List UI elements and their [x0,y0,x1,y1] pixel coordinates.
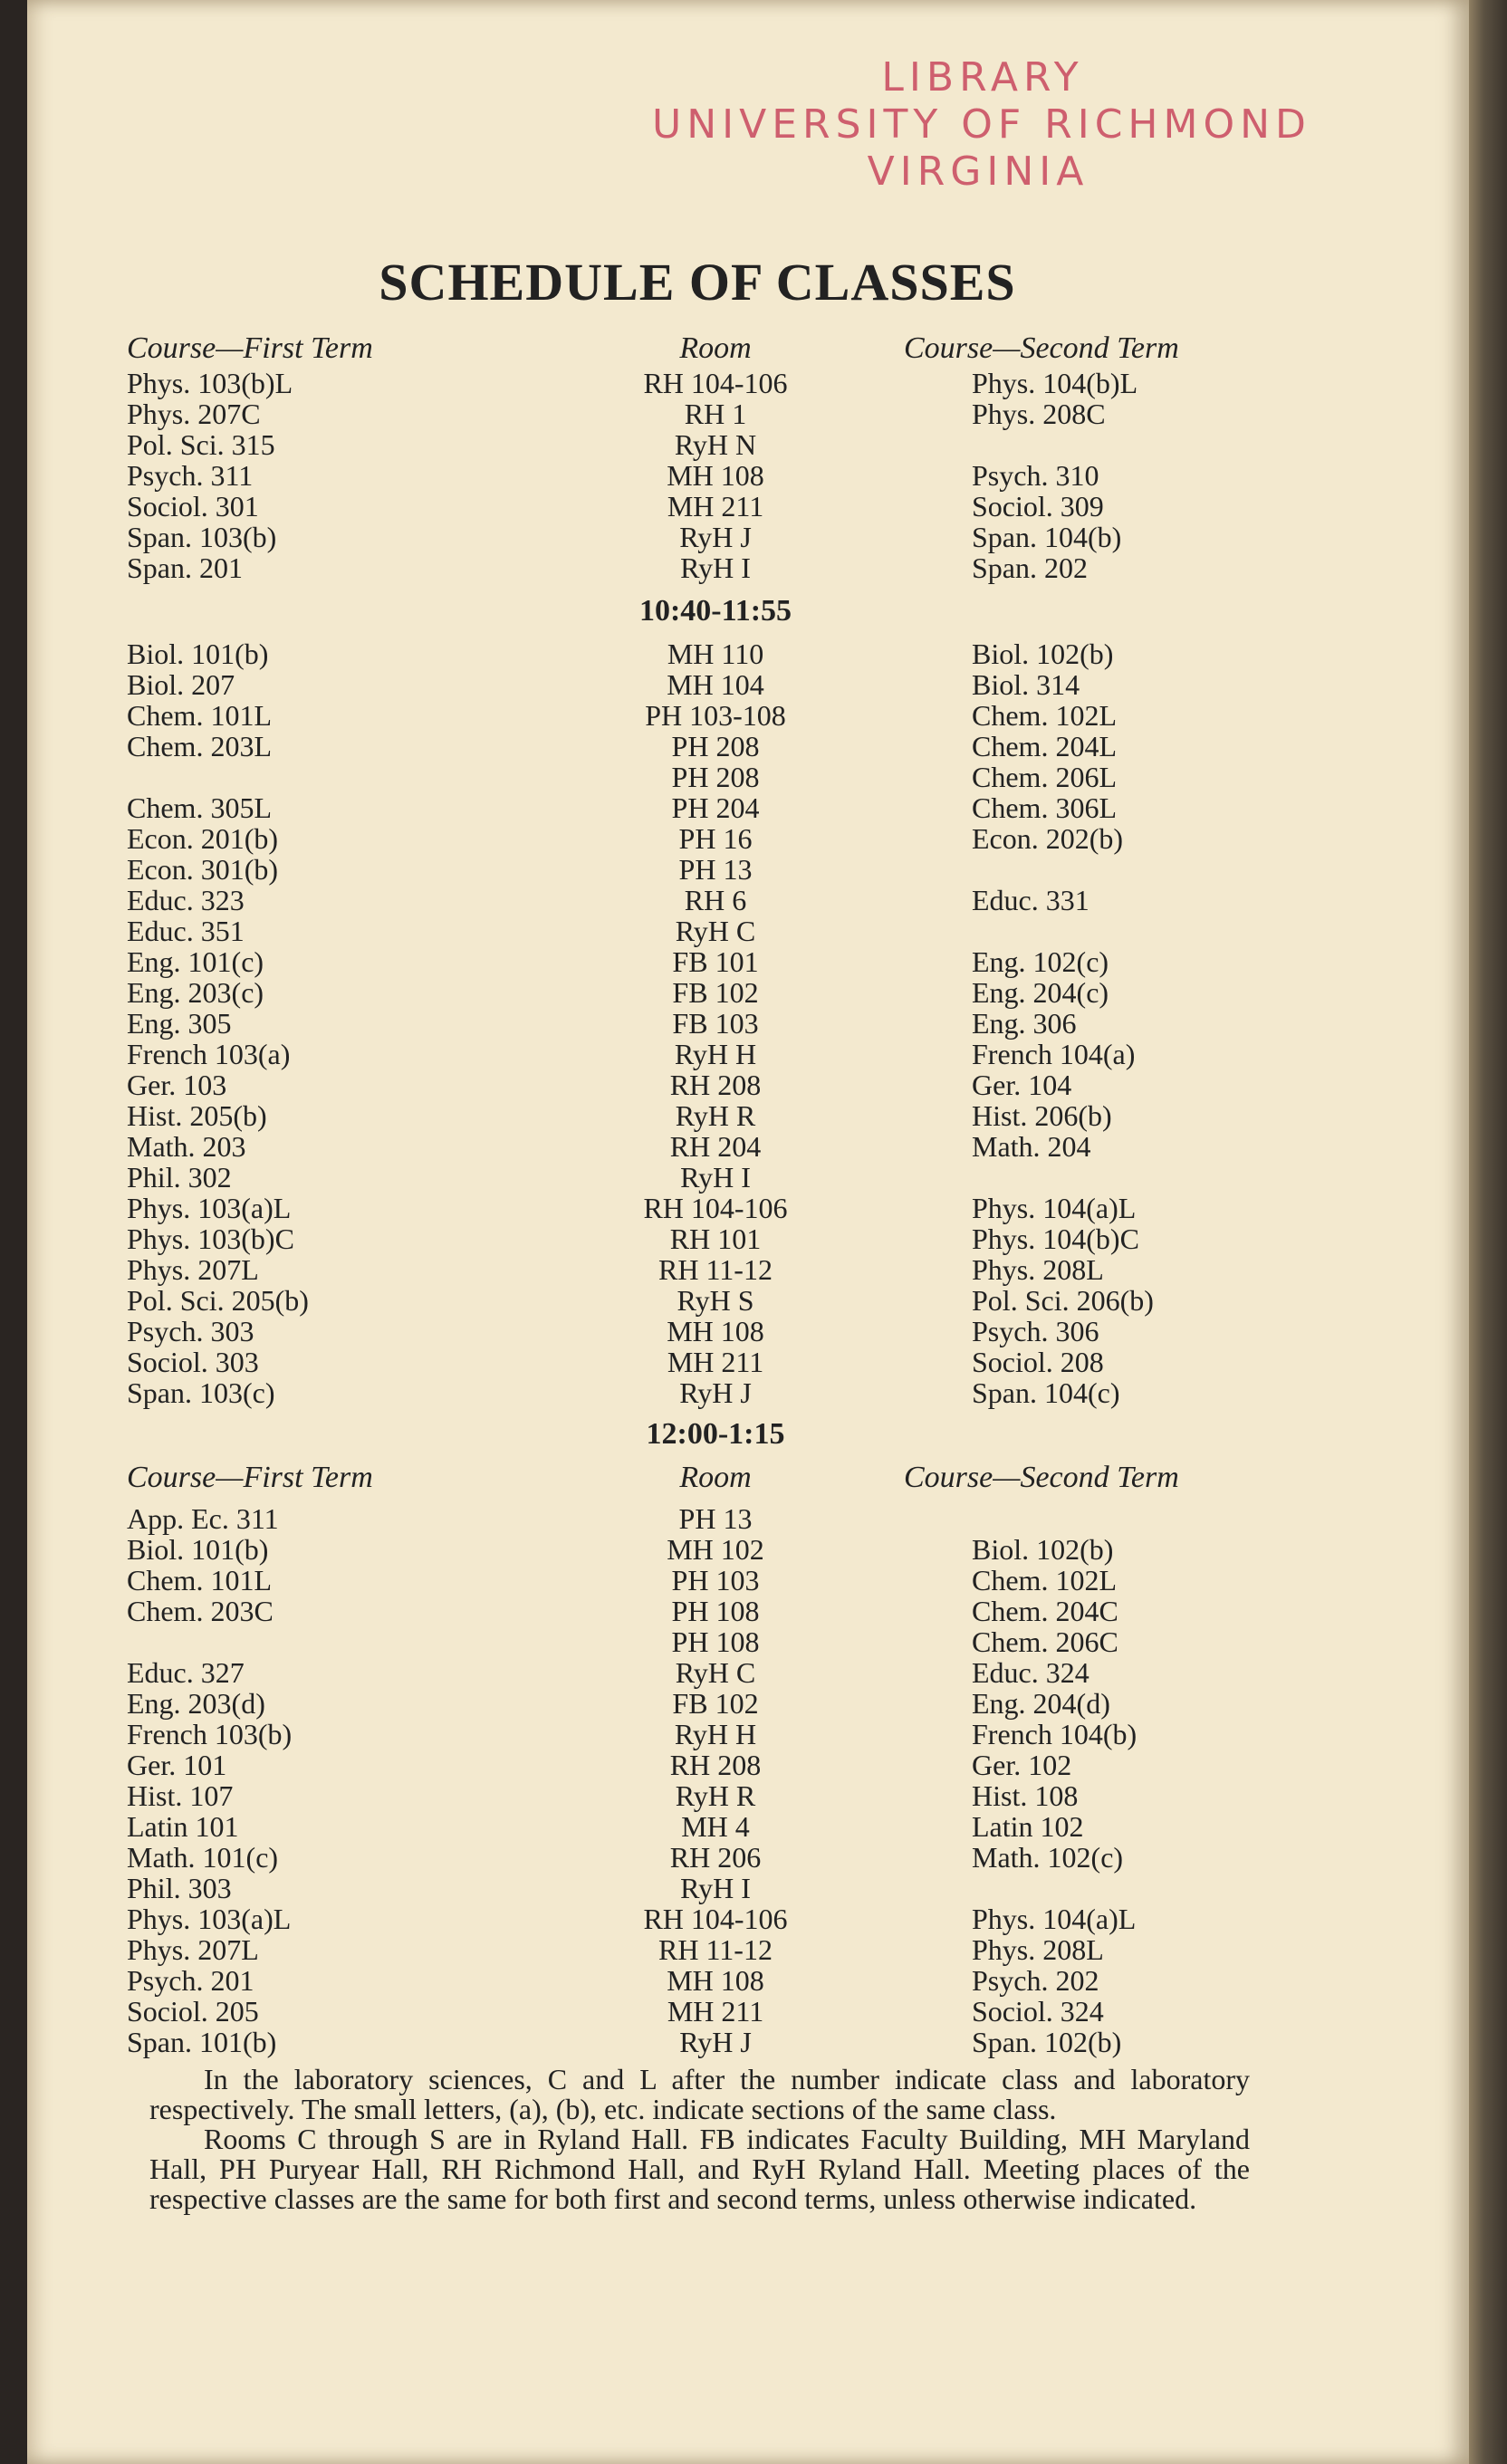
room-cell: PH 16 [678,822,753,855]
course-second-term: Sociol. 208 [972,1346,1104,1378]
room-cell: PH 108 [671,1595,760,1627]
block1-first-term-column [127,368,293,583]
course-first-term: Phys. 207C [127,398,261,430]
course-second-term: Phys. 208C [972,398,1106,430]
course-first-term: Pol. Sci. 315 [127,428,275,461]
room-cell: MH 211 [667,1995,764,2028]
room-cell: FB 102 [672,1687,759,1720]
header-second-term-2: Course—Second Term [904,1461,1179,1494]
course-first-term: Ger. 103 [127,1069,227,1101]
course-first-term: French 103(a) [127,1038,291,1070]
course-first-term: Eng. 305 [127,1007,232,1040]
course-second-term [972,429,1137,460]
course-second-term [972,1873,1137,1903]
course-first-term: Psych. 303 [127,1315,254,1347]
book-gutter [1469,0,1507,2464]
course-first-term: Chem. 101L [127,699,272,732]
room-cell: PH 103 [671,1564,760,1596]
course-first-term: Biol. 101(b) [127,638,269,670]
course-first-term: Span. 103(b) [127,521,277,553]
room-cell: MH 211 [667,1346,764,1378]
room-cell: RyH C [675,915,756,947]
room-cell: FB 103 [672,1007,759,1040]
course-first-term: Hist. 205(b) [127,1099,267,1132]
room-cell: PH 208 [671,761,760,793]
course-first-term: Psych. 311 [127,459,254,492]
course-second-term: Chem. 206C [972,1625,1118,1658]
course-first-term: Phys. 207L [127,1933,259,1966]
course-second-term: Phys. 104(b)L [972,367,1138,399]
header-first-term-2: Course—First Term [127,1461,373,1494]
course-first-term: Sociol. 205 [127,1995,259,2028]
room-cell: RH 104-106 [643,1192,788,1224]
footnotes [149,2065,1250,2214]
course-second-term: Chem. 204C [972,1595,1118,1627]
course-second-term: Chem. 206L [972,761,1117,793]
course-second-term [972,1503,1137,1534]
room-cell: RyH I [680,1872,751,1904]
header-room-2: Room [679,1461,752,1494]
footnote-rooms: Rooms C through S are in Ryland Hall. FB indicates Faculty Building, MH Maryland Hall, PH Puryear Hall, RH Richmond Hall, and RyH Ryland Hall. Meeting places of the respective classes are the same for both first and second terms, unless otherwise indicated. [149,2123,1250,2215]
room-cell: MH 108 [667,459,764,492]
course-second-term [972,854,1154,885]
course-first-term: French 103(b) [127,1718,293,1750]
room-cell: MH 102 [667,1533,764,1566]
course-second-term: Ger. 102 [972,1749,1072,1781]
block2-room-column [598,638,833,1408]
stamp-line-1: LIBRARY [881,54,1084,101]
room-cell: FB 101 [672,945,759,978]
course-second-term: Math. 204 [972,1130,1091,1163]
time-slot-2: 12:00-1:15 [646,1417,785,1451]
course-second-term: Latin 102 [972,1810,1084,1843]
room-cell: RH 208 [669,1749,762,1781]
course-second-term: Eng. 102(c) [972,945,1109,978]
course-second-term: Eng. 204(c) [972,976,1109,1009]
room-cell: RH 208 [669,1069,762,1101]
room-cell: MH 104 [667,668,764,701]
course-first-term: Math. 101(c) [127,1841,279,1874]
stamp-line-3: VIRGINIA [867,149,1089,195]
course-second-term: Biol. 102(b) [972,638,1114,670]
header-room: Room [679,331,752,365]
course-first-term [127,762,309,792]
block1-room-column [598,368,833,583]
course-first-term: Chem. 101L [127,1564,272,1596]
block3-first-term-column [127,1503,292,2057]
course-second-term: Chem. 204L [972,730,1117,762]
course-second-term: Span. 202 [972,551,1088,584]
footnote-laboratory: In the laboratory sciences, C and L after the number indicate class and laboratory respectively. The small letters, (a), (b), etc. indicate sections of the same class. [149,2063,1250,2125]
block2-second-term-column [972,638,1154,1408]
room-cell: RyH J [679,521,752,553]
page-title: SCHEDULE OF CLASSES [379,253,1016,312]
course-second-term: Psych. 310 [972,459,1099,492]
room-cell: MH 108 [667,1964,764,1997]
room-cell: RyH S [677,1284,754,1317]
course-second-term: Eng. 306 [972,1007,1077,1040]
block2-first-term-column [127,638,309,1408]
course-first-term: Phil. 302 [127,1161,232,1194]
room-cell: RyH C [675,1656,756,1689]
block3-room-column [598,1503,833,2057]
room-cell: RyH J [679,1376,752,1409]
course-second-term: Chem. 306L [972,791,1117,824]
course-first-term: Phys. 103(b)C [127,1222,294,1255]
block3-second-term-column [972,1503,1137,2057]
room-cell: MH 110 [667,638,764,670]
course-second-term [972,1162,1154,1193]
course-first-term [127,1626,292,1657]
course-second-term: Span. 104(b) [972,521,1122,553]
room-cell: MH 211 [667,490,764,523]
room-cell: FB 102 [672,976,759,1009]
room-cell: RyH N [674,428,757,461]
stamp-line-2: UNIVERSITY OF RICHMOND [652,101,1311,148]
course-first-term: Econ. 301(b) [127,853,279,886]
course-first-term: Phys. 103(a)L [127,1903,292,1935]
course-second-term [972,916,1154,946]
room-cell: RH 101 [669,1222,762,1255]
course-first-term: Span. 103(c) [127,1376,275,1409]
course-second-term: Biol. 314 [972,668,1080,701]
course-first-term: Eng. 203(c) [127,976,264,1009]
course-second-term: Phys. 208L [972,1253,1104,1286]
room-cell: PH 108 [671,1625,760,1658]
room-cell: RyH R [675,1779,756,1812]
course-second-term: Chem. 102L [972,699,1117,732]
course-first-term: Span. 201 [127,551,243,584]
room-cell: MH 108 [667,1315,764,1347]
library-stamp [598,54,1358,196]
course-second-term: Econ. 202(b) [972,822,1124,855]
room-cell: MH 4 [681,1810,750,1843]
room-cell: RH 206 [669,1841,762,1874]
room-cell: RyH H [674,1038,757,1070]
course-second-term: Math. 102(c) [972,1841,1124,1874]
course-second-term: Pol. Sci. 206(b) [972,1284,1154,1317]
room-cell: RH 11-12 [658,1933,773,1966]
course-first-term: Phys. 103(a)L [127,1192,292,1224]
course-second-term: French 104(a) [972,1038,1136,1070]
room-cell: PH 208 [671,730,760,762]
room-cell: RyH R [675,1099,756,1132]
course-first-term: Econ. 201(b) [127,822,279,855]
course-first-term: Pol. Sci. 205(b) [127,1284,309,1317]
course-second-term: Biol. 102(b) [972,1533,1114,1566]
course-second-term: Educ. 331 [972,884,1089,916]
room-cell: RH 11-12 [658,1253,773,1286]
room-cell: RH 6 [684,884,747,916]
room-cell: RH 104-106 [643,367,788,399]
course-first-term: Psych. 201 [127,1964,254,1997]
time-slot-1: 10:40-11:55 [638,594,792,628]
course-second-term: Eng. 204(d) [972,1687,1110,1720]
course-second-term: Psych. 202 [972,1964,1099,1997]
course-first-term: Span. 101(b) [127,2026,277,2058]
page [27,0,1469,2464]
course-second-term: Phys. 208L [972,1933,1104,1966]
course-first-term: Biol. 101(b) [127,1533,269,1566]
course-first-term: Phys. 207L [127,1253,259,1286]
course-first-term: Chem. 305L [127,791,272,824]
course-first-term: Hist. 107 [127,1779,234,1812]
course-first-term: Eng. 101(c) [127,945,264,978]
course-second-term: Sociol. 324 [972,1995,1104,2028]
course-second-term: Span. 104(c) [972,1376,1120,1409]
header-first-term: Course—First Term [127,331,373,365]
course-first-term: Sociol. 303 [127,1346,259,1378]
course-first-term: App. Ec. 311 [127,1502,279,1535]
course-first-term: Phys. 103(b)L [127,367,293,399]
course-first-term: Eng. 203(d) [127,1687,265,1720]
course-second-term: Phys. 104(a)L [972,1192,1137,1224]
course-second-term: Hist. 206(b) [972,1099,1112,1132]
course-first-term: Chem. 203C [127,1595,274,1627]
room-cell: RyH I [680,551,751,584]
room-cell: RyH J [679,2026,752,2058]
room-cell: RyH I [680,1161,751,1194]
course-second-term: Sociol. 309 [972,490,1104,523]
room-cell: RH 1 [684,398,747,430]
course-first-term: Latin 101 [127,1810,239,1843]
course-first-term: Math. 203 [127,1130,246,1163]
course-first-term: Chem. 203L [127,730,272,762]
course-first-term: Educ. 351 [127,915,245,947]
room-cell: PH 13 [678,853,753,886]
course-second-term: Psych. 306 [972,1315,1099,1347]
course-first-term: Sociol. 301 [127,490,259,523]
course-first-term: Educ. 323 [127,884,245,916]
course-second-term: Ger. 104 [972,1069,1072,1101]
course-second-term: French 104(b) [972,1718,1137,1750]
course-second-term: Phys. 104(a)L [972,1903,1137,1935]
course-second-term: Educ. 324 [972,1656,1089,1689]
room-cell: PH 13 [678,1502,753,1535]
course-first-term: Educ. 327 [127,1656,245,1689]
room-cell: RH 104-106 [643,1903,788,1935]
course-first-term: Phil. 303 [127,1872,232,1904]
block1-second-term-column [972,368,1137,583]
header-second-term: Course—Second Term [904,331,1179,365]
course-second-term: Span. 102(b) [972,2026,1122,2058]
course-second-term: Chem. 102L [972,1564,1117,1596]
room-cell: PH 204 [671,791,760,824]
course-first-term: Biol. 207 [127,668,235,701]
course-second-term: Hist. 108 [972,1779,1079,1812]
room-cell: RH 204 [669,1130,762,1163]
course-first-term: Ger. 101 [127,1749,227,1781]
course-second-term: Phys. 104(b)C [972,1222,1139,1255]
room-cell: RyH H [674,1718,757,1750]
room-cell: PH 103-108 [645,699,786,732]
